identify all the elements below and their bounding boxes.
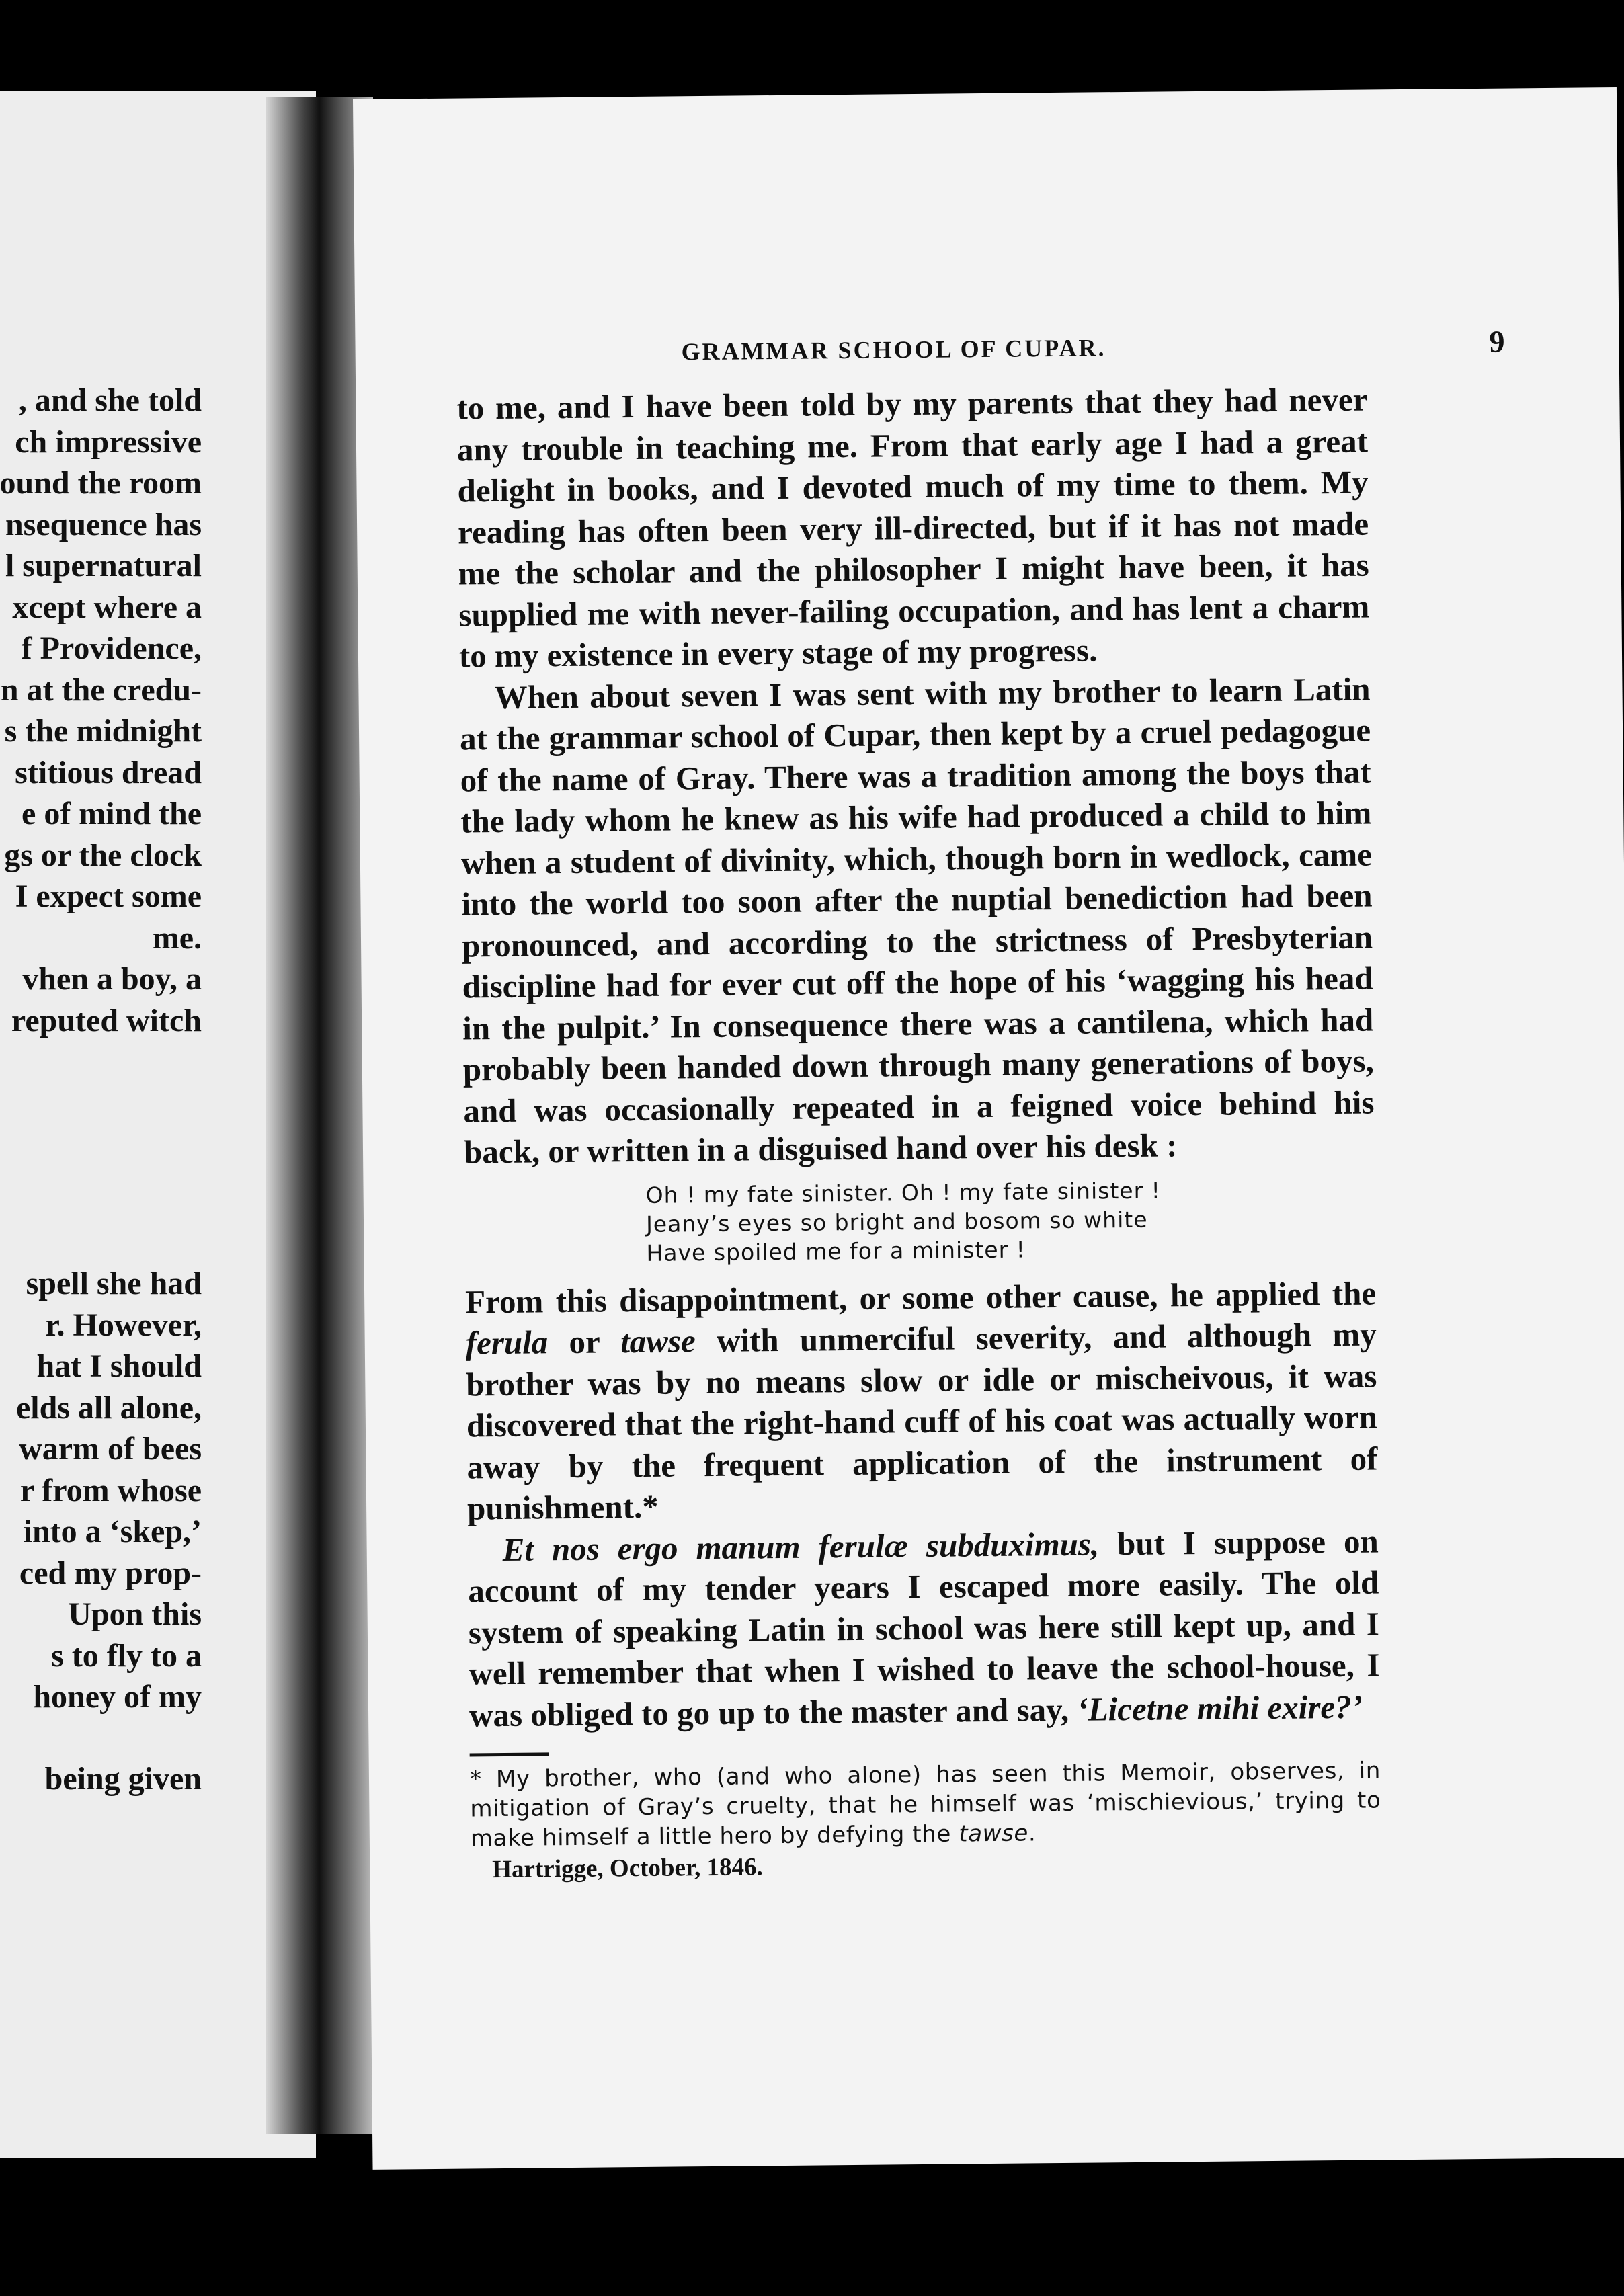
verse-line: Jeany’s eyes so bright and bosom so white (645, 1206, 1148, 1237)
left-line: into a ‘skep,’ (23, 1514, 202, 1549)
left-line: ch impressive (15, 423, 202, 460)
left-line: e of mind the (22, 796, 202, 831)
left-line: elds all alone, (15, 1389, 202, 1426)
left-line: I expect some (15, 878, 202, 914)
left-line: Upon this (68, 1596, 202, 1632)
left-line: nsequence has (5, 506, 202, 542)
left-line: stitious dread (15, 754, 202, 790)
footnote (470, 1756, 1381, 1853)
left-page-text (0, 380, 202, 1799)
running-head (681, 324, 1504, 368)
left-page-gap (0, 1718, 202, 1758)
left-line: hat I should (36, 1348, 202, 1384)
latin-phrase: Et nos ergo manum ferulæ subduximus, (502, 1524, 1100, 1568)
footnote-end: . (1028, 1819, 1037, 1847)
left-line: , and she told (18, 382, 202, 418)
verse-line: Have spoiled me for a minister ! (646, 1235, 1026, 1266)
left-line: f Providence, (21, 630, 202, 666)
left-line: honey of my (33, 1679, 202, 1715)
tawse-term: tawse (620, 1322, 696, 1360)
left-line: reputed witch (11, 1002, 202, 1038)
left-line: n at the credu- (0, 671, 202, 708)
paragraph-3-lead: From this disappointment, or some other cause, he applied the (464, 1274, 1377, 1320)
left-line: xcept where a (12, 589, 202, 625)
left-line: r from whose (19, 1472, 202, 1508)
left-line: l supernatural (5, 548, 202, 583)
paragraph-4 (467, 1520, 1380, 1735)
left-line: me. (152, 919, 202, 956)
left-line: warm of bees (19, 1431, 202, 1467)
left-line: ced my prop- (19, 1555, 202, 1591)
left-page-gap (0, 1041, 202, 1263)
page-number: 9 (1489, 324, 1505, 359)
verse-line: Oh ! my fate sinister. Oh ! my fate sinister ! (645, 1177, 1162, 1208)
left-line: being given (44, 1760, 202, 1797)
latin-quote: ‘Licetne mihi exire?’ (1077, 1688, 1363, 1728)
paragraph-3-rest: with unmerciful severity, and although my brother was by no means slow or idle or mischeivous, it was discovered that the right-hand cuff of his coat was actually worn away by the frequent application of the instrument of punishment.* (466, 1315, 1378, 1527)
right-page (353, 87, 1624, 2170)
left-line: spell she had (26, 1266, 202, 1301)
body-text (456, 379, 1381, 1887)
footnote-rule (470, 1752, 549, 1756)
paragraph-3 (465, 1272, 1378, 1529)
left-line: gs or the clock (4, 837, 202, 873)
ferula-term: ferula (465, 1323, 549, 1362)
running-title: GRAMMAR SCHOOL OF CUPAR. (681, 334, 1106, 366)
footnote-term: tawse (959, 1819, 1029, 1848)
left-line: vhen a boy, a (22, 961, 202, 997)
paragraph-4-rest: but I suppose on account of my tender years I escaped more easily. The old system of speaking Latin in school was here still kept up, and I well remember that when I wished to leave the school-house, I was obliged to go up to the master and say, (468, 1522, 1380, 1733)
paragraph-2: When about seven I was sent with my brother to learn Latin at the grammar school of Cupar, then kept by a cruel pedagogue of the name of Gray. There was a tradition among the boys that the lady whom he knew as his wife had produced a child to him when a student of divinity, which, though born in wedlock, came into the world too soon after the nuptial benediction had been pronounced, and according to the strictness of Presbyterian discipline had for ever cut off the hope of his ‘wagging his head in the pulpit.’ In consequence there was a cantilena, which had probably been handed down through many generations of boys, and was occasionally repeated in a feigned voice behind his back, or written in a disguised hand over his desk : (459, 670, 1375, 1171)
left-line: s the midnight (4, 713, 202, 749)
left-line: r. However, (45, 1307, 202, 1343)
paragraph-3-mid: or (547, 1323, 621, 1361)
footnote-signature: Hartrigge, October, 1846. (492, 1853, 763, 1884)
verse-block (645, 1174, 1375, 1267)
footnote-lead: * My brother, who (and who alone) has seen this Memoir, observes, in mitigation of Gray’s cruelty, that he himself was ‘mischievious,’ trying to make himself a little hero by defying the (469, 1757, 1381, 1852)
paragraph-1: to me, and I have been told by my parents that they had never any trouble in teaching me. From that early age I had a great delight in books, and I devoted much of my time to them. My reading has often been very ill-directed, but if it has not made me the scholar and the philosopher I might have been, it has supplied me with never-failing occupation, and has lent a charm to my existence in every stage of my progress. (456, 380, 1370, 675)
left-line: s to fly to a (51, 1637, 202, 1674)
left-line: ound the room (0, 465, 202, 501)
